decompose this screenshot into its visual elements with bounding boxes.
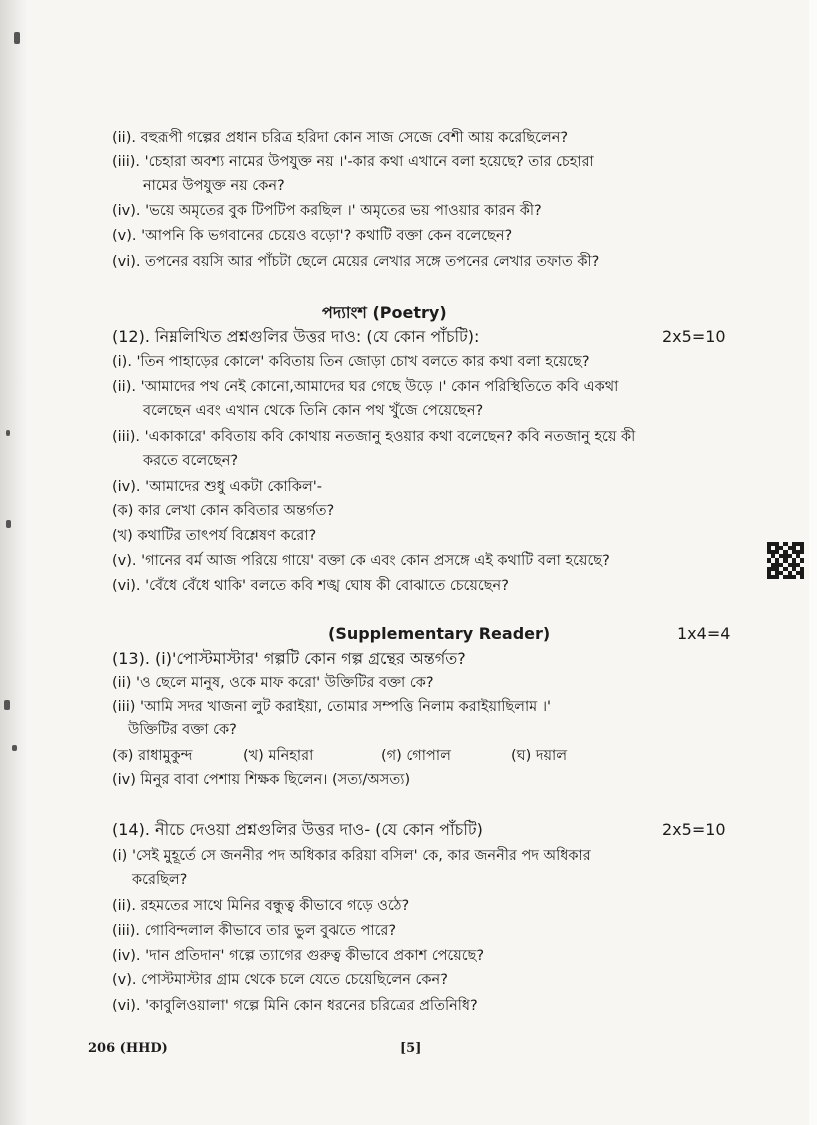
question-14-item: (iii). গোবিন্দলাল কীভাবে তার ভুল বুঝতে পারে? — [112, 923, 397, 939]
question-13-item: (ii) 'ও ছেলে মানুষ, ওকে মাফ করো' উক্তিটির বক্তা কে? — [112, 675, 434, 691]
question-12-item: (i). 'তিন পাহাড়ের কোলে' কবিতায় তিন জোড়া চোখ বলতে কার কথা বলা হয়েছে? — [112, 354, 590, 370]
supplementary-heading: (Supplementary Reader) — [328, 624, 551, 643]
question-12-subitem: (খ) কথাটির তাৎপর্য বিশ্লেষণ করো? — [112, 528, 317, 544]
question-12-label: (12). নিম্নলিখিত প্রশ্নগুলির উত্তর দাও: (যে কোন পাঁচটি): — [112, 327, 480, 346]
question-11-item: (ii). বহুরূপী গল্পের প্রধান চরিত্র হরিদা কোন সাজ সেজে বেশী আয় করেছিলেন? — [112, 130, 569, 146]
question-13-marks: 1x4=4 — [677, 624, 731, 643]
question-11-item: (vi). তপনের বয়সি আর পাঁচটা ছেলে মেয়ের লেখার সঙ্গে তপনের লেখার তফাত কী? — [112, 254, 600, 270]
question-12-item: (ii). 'আমাদের পথ নেই কোনো,আমাদের ঘর গেছে উড়ে ।' কোন পরিস্থিতিতে কবি একথা — [112, 379, 619, 395]
question-14-item: (ii). রহমতের সাথে মিনির বন্ধুত্ব কীভাবে গড়ে ওঠে? — [112, 898, 410, 914]
question-12-item: (vi). 'বেঁধে বেঁধে থাকি' বলতে কবি শঙ্খ ঘোষ কী বোঝাতে চেয়েছেন? — [112, 578, 509, 594]
question-13-option: (ক) রাধামুকুন্দ — [112, 748, 193, 764]
question-11-item: নামের উপযুক্ত নয় কেন? — [143, 178, 285, 194]
question-13-option: (খ) মনিহারা — [243, 748, 314, 764]
question-12-item: বলেছেন এবং এখান থেকে তিনি কোন পথ খুঁজে পেয়েছেন? — [143, 403, 484, 419]
scan-speck — [6, 520, 11, 528]
question-14-label: (14). নীচে দেওয়া প্রশ্নগুলির উত্তর দাও- (যে কোন পাঁচটি) — [112, 820, 483, 839]
question-14-item: (i) 'সেই মুহূর্তে সে জননীর পদ অধিকার করিয়া বসিল' কে, কার জননীর পদ অধিকার — [112, 848, 591, 864]
scan-speck — [14, 32, 20, 44]
question-14-item: (v). পোস্টমাস্টার গ্রাম থেকে চলে যেতে চেয়েছিলেন কেন? — [112, 972, 448, 988]
question-11-item: (iv). 'ভয়ে অমৃতের বুক টিপটিপ করছিল ।' অমৃতের ভয় পাওয়ার কারন কী? — [112, 203, 542, 219]
question-14-item: করেছিল? — [132, 872, 188, 888]
question-11-item: (iii). 'চেহারা অবশ্য নামের উপযুক্ত নয় ।'-কার কথা এখানে বলা হয়েছে? তার চেহারা — [112, 154, 594, 170]
scan-speck — [4, 700, 10, 710]
question-12-marks: 2x5=10 — [662, 327, 726, 346]
question-13-option: (গ) গোপাল — [381, 748, 451, 764]
poetry-heading: পদ্যাংশ (Poetry) — [322, 303, 447, 322]
question-12-item: করতে বলেছেন? — [143, 453, 239, 469]
scan-speck — [6, 430, 10, 436]
question-12-subitem: (ক) কার লেখা কোন কবিতার অন্তর্গত? — [112, 503, 335, 519]
scan-speck — [12, 745, 17, 751]
question-13-item: (iv) মিনুর বাবা পেশায় শিক্ষক ছিলেন। (সত্য/অসত্য) — [112, 772, 411, 788]
question-13-label: (13). (i)'পোস্টমাস্টার' গল্পটি কোন গল্প গ্রন্থের অন্তর্গত? — [112, 649, 466, 668]
question-12-item: (v). 'গানের বর্ম আজ পরিয়ে গায়ে' বক্তা কে এবং কোন প্রসঙ্গে এই কথাটি বলা হয়েছে? — [112, 553, 610, 569]
scan-left-edge — [0, 0, 28, 1125]
question-13-item: উক্তিটির বক্তা কে? — [128, 722, 237, 738]
question-13-item: (iii) 'আমি সদর খাজনা লুট করাইয়া, তোমার সম্পত্তি নিলাম করাইয়াছিলাম ।' — [112, 699, 551, 715]
question-13-option: (ঘ) দয়াল — [511, 748, 568, 764]
question-14-item: (iv). 'দান প্রতিদান' গল্পে ত্যাগের গুরুত্ব কীভাবে প্রকাশ পেয়েছে? — [112, 948, 485, 964]
page-number: [5] — [400, 1041, 422, 1056]
question-14-marks: 2x5=10 — [662, 820, 726, 839]
qr-code-icon — [767, 542, 804, 579]
question-12-item: (iii). 'একাকারে' কবিতায় কবি কোথায় নতজানু হওয়ার কথা বলেছেন? কবি নতজানু হয়ে কী — [112, 429, 636, 445]
question-12-item: (iv). 'আমাদের শুধু একটা কোকিল'- — [112, 479, 322, 495]
scan-right-edge — [809, 0, 817, 1125]
paper-code: 206 (HHD) — [88, 1041, 168, 1056]
question-14-item: (vi). 'কাবুলিওয়ালা' গল্পে মিনি কোন ধরনের চরিত্রের প্রতিনিধি? — [112, 998, 478, 1014]
question-11-item: (v). 'আপনি কি ভগবানের চেয়েও বড়ো'? কথাটি বক্তা কেন বলেছেন? — [112, 228, 513, 244]
